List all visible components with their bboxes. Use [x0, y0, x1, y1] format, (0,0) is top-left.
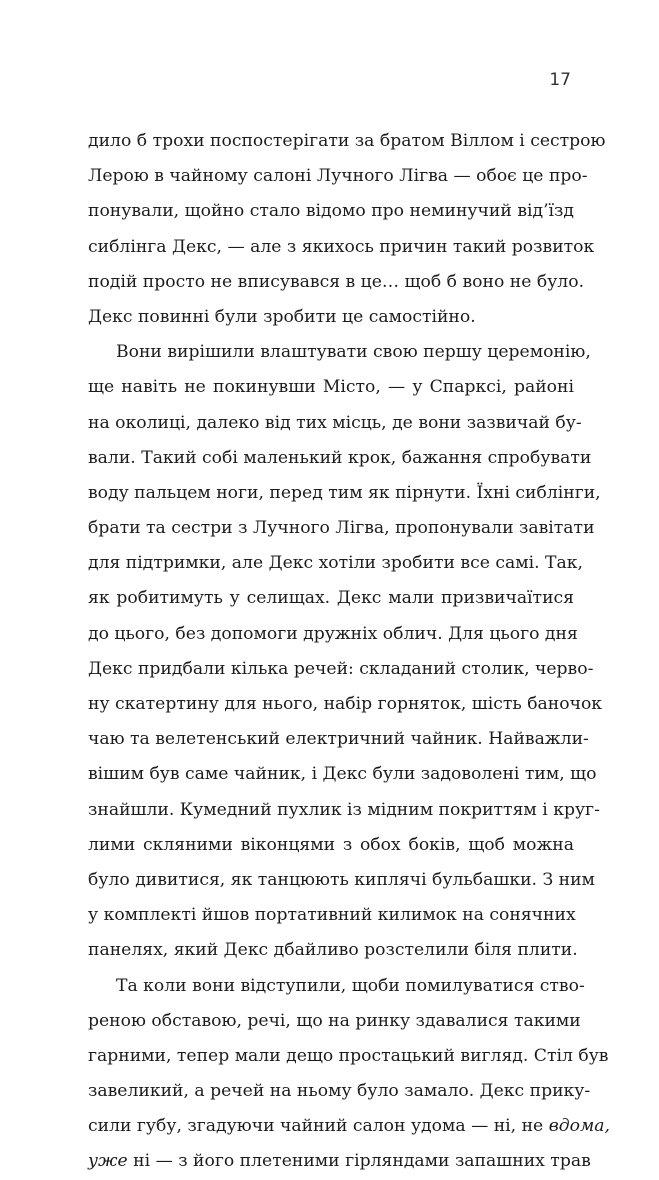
- text-line: у комплекті йшов портативний килимок на сонячних: [88, 905, 576, 926]
- text-line: дило б трохи поспостерігати за братом Віллом і сестрою: [88, 131, 606, 151]
- body-text: [88, 124, 610, 1180]
- text-line: лими скляними віконцями з обох боків, щоб можна: [88, 834, 574, 855]
- text-line: вали. Такий собі маленький крок, бажання спробувати: [88, 447, 592, 468]
- text-line: понували, щойно стало відомо про неминучий від’їзд: [88, 201, 574, 222]
- text-line: вішим був саме чайник, і Декс були задоволені тим, що: [88, 764, 597, 785]
- text-line: воду пальцем ноги, перед тим як пірнути. Їхні сиблінги,: [88, 482, 601, 503]
- text-line: брати та сестри з Лучного Лігва, пропонували завітати: [88, 518, 595, 539]
- text-line: як робитимуть у селищах. Декс мали призвичаїтися: [88, 588, 574, 609]
- text-line: знайшли. Кумедний пухлик із мідним покриттям і круг-: [88, 799, 600, 820]
- page-number: 17: [549, 70, 571, 90]
- text-line: гарними, тепер мали дещо простацький вигляд. Стіл був: [88, 1045, 609, 1066]
- text-line: на околиці, далеко від тих місць, де вони зазвичай бу-: [88, 412, 582, 433]
- text-line: Декс придбали кілька речей: складаний столик, черво-: [88, 658, 594, 679]
- text-line: Та коли вони відступили, щоби помилуватися ство-: [116, 975, 585, 996]
- text-line-main: сили губу, згадуючи чайний салон удома — ні, не: [88, 1116, 544, 1137]
- text-line: панелях, який Декс дбайливо розстелили біля плити.: [88, 940, 578, 961]
- text-line: сиблінга Декс, — але з якихось причин такий розвиток: [88, 236, 595, 257]
- text-line: реною обставою, речі, що на ринку здавалися такими: [88, 1010, 581, 1031]
- text-line: для підтримки, але Декс хотіли зробити все самі. Так,: [88, 553, 583, 574]
- text-line: ну скатертину для нього, набір горняток, шість баночок: [88, 694, 603, 714]
- text-line: ще навіть не покинувши Місто, — у Спарксі, районі: [88, 377, 574, 398]
- text-line: до цього, без допомоги дружніх облич. Для цього дня: [88, 623, 578, 644]
- text-line: Лерою в чайному салоні Лучного Лігва — обоє це про-: [88, 166, 588, 187]
- text-line: було дивитися, як танцюють киплячі бульбашки. З ним: [88, 869, 595, 890]
- paragraph-1: [88, 124, 606, 335]
- emphasis-text: вдома,: [548, 1116, 610, 1137]
- paragraph-2: [88, 335, 603, 968]
- text-line: Декс повинні були зробити це самостійно.: [88, 306, 476, 327]
- text-line: [88, 1109, 610, 1144]
- emphasis-text: уже: [88, 1151, 128, 1172]
- text-line: подій просто не вписувався в це… щоб б воно не було.: [88, 271, 585, 292]
- paragraph-3: [88, 969, 610, 1180]
- text-line: завеликий, а речей на ньому було замало. Декс прику-: [88, 1081, 591, 1102]
- text-line: чаю та велетенський електричний чайник. Найважли-: [88, 729, 589, 750]
- text-line: Вони вирішили влаштувати свою першу церемонію,: [116, 342, 591, 363]
- text-line-rest: ні — з його плетеними гірляндами запашних трав: [127, 1151, 591, 1172]
- text-line: [88, 1144, 591, 1179]
